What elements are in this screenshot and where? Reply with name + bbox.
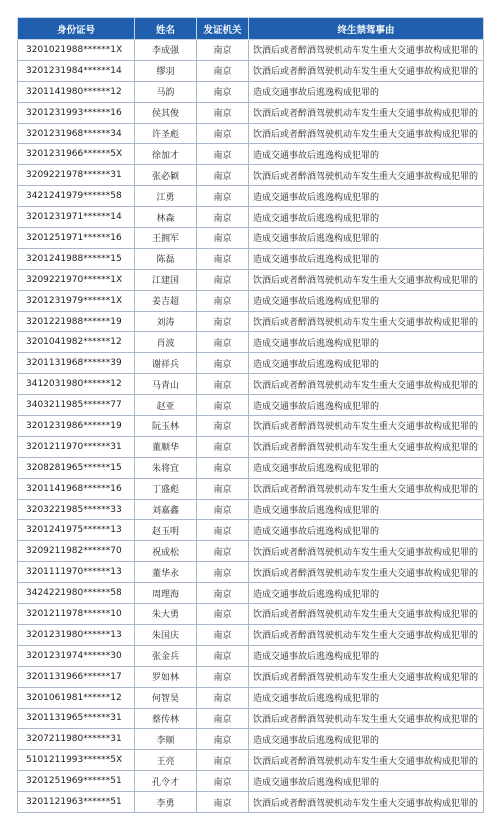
cell-ban-reason: 饮酒后或者醉酒驾驶机动车发生重大交通事故构成犯罪的 bbox=[249, 60, 484, 81]
cell-ban-reason: 饮酒后或者醉酒驾驶机动车发生重大交通事故构成犯罪的 bbox=[249, 792, 484, 813]
cell-issuing-authority: 南京 bbox=[197, 478, 249, 499]
table-row bbox=[18, 248, 484, 269]
cell-issuing-authority: 南京 bbox=[197, 40, 249, 61]
table-row bbox=[18, 332, 484, 353]
cell-issuing-authority: 南京 bbox=[197, 60, 249, 81]
cell-ban-reason: 饮酒后或者醉酒驾驶机动车发生重大交通事故构成犯罪的 bbox=[249, 708, 484, 729]
cell-name: 许圣彪 bbox=[135, 123, 197, 144]
cell-id-number: 3209211982******70 bbox=[18, 541, 135, 562]
cell-name: 祝成松 bbox=[135, 541, 197, 562]
cell-issuing-authority: 南京 bbox=[197, 499, 249, 520]
cell-name: 董华永 bbox=[135, 562, 197, 583]
cell-id-number: 3208281965******15 bbox=[18, 457, 135, 478]
cell-issuing-authority: 南京 bbox=[197, 332, 249, 353]
cell-name: 侯其俊 bbox=[135, 102, 197, 123]
cell-id-number: 3201241975******13 bbox=[18, 520, 135, 541]
cell-ban-reason: 饮酒后或者醉酒驾驶机动车发生重大交通事故构成犯罪的 bbox=[249, 750, 484, 771]
cell-issuing-authority: 南京 bbox=[197, 269, 249, 290]
cell-name: 刘涛 bbox=[135, 311, 197, 332]
table-row bbox=[18, 708, 484, 729]
cell-ban-reason: 饮酒后或者醉酒驾驶机动车发生重大交通事故构成犯罪的 bbox=[249, 165, 484, 186]
cell-issuing-authority: 南京 bbox=[197, 123, 249, 144]
table-row bbox=[18, 395, 484, 416]
cell-issuing-authority: 南京 bbox=[197, 708, 249, 729]
cell-name: 江建国 bbox=[135, 269, 197, 290]
table-row bbox=[18, 290, 484, 311]
cell-issuing-authority: 南京 bbox=[197, 520, 249, 541]
cell-issuing-authority: 南京 bbox=[197, 144, 249, 165]
cell-name: 谢祥兵 bbox=[135, 353, 197, 374]
cell-ban-reason: 造成交通事故后逃逸构成犯罪的 bbox=[249, 228, 484, 249]
cell-name: 李勇 bbox=[135, 792, 197, 813]
table-row bbox=[18, 499, 484, 520]
table-row bbox=[18, 60, 484, 81]
cell-id-number: 3201231984******14 bbox=[18, 60, 135, 81]
header-issuing-authority: 发证机关 bbox=[197, 18, 249, 40]
table-row bbox=[18, 311, 484, 332]
cell-id-number: 3201231974******30 bbox=[18, 645, 135, 666]
cell-ban-reason: 造成交通事故后逃逸构成犯罪的 bbox=[249, 186, 484, 207]
table-row bbox=[18, 666, 484, 687]
table-row bbox=[18, 144, 484, 165]
cell-id-number: 3201221988******19 bbox=[18, 311, 135, 332]
cell-issuing-authority: 南京 bbox=[197, 228, 249, 249]
cell-issuing-authority: 南京 bbox=[197, 165, 249, 186]
table-row bbox=[18, 374, 484, 395]
cell-issuing-authority: 南京 bbox=[197, 729, 249, 750]
cell-ban-reason: 饮酒后或者醉酒驾驶机动车发生重大交通事故构成犯罪的 bbox=[249, 436, 484, 457]
table-row bbox=[18, 457, 484, 478]
table-row bbox=[18, 269, 484, 290]
table-row bbox=[18, 478, 484, 499]
cell-ban-reason: 饮酒后或者醉酒驾驶机动车发生重大交通事故构成犯罪的 bbox=[249, 478, 484, 499]
cell-issuing-authority: 南京 bbox=[197, 395, 249, 416]
cell-ban-reason: 造成交通事故后逃逸构成犯罪的 bbox=[249, 687, 484, 708]
cell-name: 丁盛彪 bbox=[135, 478, 197, 499]
cell-id-number: 3203221985******33 bbox=[18, 499, 135, 520]
cell-id-number: 3201231979******1X bbox=[18, 290, 135, 311]
banned-drivers-table bbox=[17, 17, 484, 813]
cell-issuing-authority: 南京 bbox=[197, 687, 249, 708]
table-row bbox=[18, 792, 484, 813]
cell-id-number: 3201131965******31 bbox=[18, 708, 135, 729]
table-row bbox=[18, 40, 484, 61]
cell-issuing-authority: 南京 bbox=[197, 541, 249, 562]
cell-name: 赵玉明 bbox=[135, 520, 197, 541]
cell-ban-reason: 造成交通事故后逃逸构成犯罪的 bbox=[249, 144, 484, 165]
cell-id-number: 3201211970******31 bbox=[18, 436, 135, 457]
cell-id-number: 3201231966******5X bbox=[18, 144, 135, 165]
cell-ban-reason: 造成交通事故后逃逸构成犯罪的 bbox=[249, 520, 484, 541]
cell-issuing-authority: 南京 bbox=[197, 436, 249, 457]
table-row bbox=[18, 123, 484, 144]
table-row bbox=[18, 750, 484, 771]
cell-id-number: 3209221970******1X bbox=[18, 269, 135, 290]
table-row bbox=[18, 81, 484, 102]
cell-ban-reason: 造成交通事故后逃逸构成犯罪的 bbox=[249, 645, 484, 666]
cell-ban-reason: 造成交通事故后逃逸构成犯罪的 bbox=[249, 248, 484, 269]
cell-id-number: 3403211985******77 bbox=[18, 395, 135, 416]
cell-issuing-authority: 南京 bbox=[197, 416, 249, 437]
cell-id-number: 3201241988******15 bbox=[18, 248, 135, 269]
cell-id-number: 3424221980******58 bbox=[18, 583, 135, 604]
cell-issuing-authority: 南京 bbox=[197, 353, 249, 374]
cell-id-number: 3201251971******16 bbox=[18, 228, 135, 249]
cell-issuing-authority: 南京 bbox=[197, 604, 249, 625]
cell-name: 朱大勇 bbox=[135, 604, 197, 625]
cell-ban-reason: 饮酒后或者醉酒驾驶机动车发生重大交通事故构成犯罪的 bbox=[249, 102, 484, 123]
cell-issuing-authority: 南京 bbox=[197, 666, 249, 687]
header-name: 姓名 bbox=[135, 18, 197, 40]
table-row bbox=[18, 416, 484, 437]
cell-id-number: 3201231986******19 bbox=[18, 416, 135, 437]
cell-issuing-authority: 南京 bbox=[197, 374, 249, 395]
cell-ban-reason: 饮酒后或者醉酒驾驶机动车发生重大交通事故构成犯罪的 bbox=[249, 604, 484, 625]
cell-ban-reason: 饮酒后或者醉酒驾驶机动车发生重大交通事故构成犯罪的 bbox=[249, 269, 484, 290]
cell-issuing-authority: 南京 bbox=[197, 457, 249, 478]
cell-name: 阮玉林 bbox=[135, 416, 197, 437]
table-row bbox=[18, 228, 484, 249]
cell-name: 姜吉超 bbox=[135, 290, 197, 311]
cell-name: 罗如林 bbox=[135, 666, 197, 687]
cell-id-number: 3201021988******1X bbox=[18, 40, 135, 61]
cell-ban-reason: 造成交通事故后逃逸构成犯罪的 bbox=[249, 290, 484, 311]
table-row bbox=[18, 624, 484, 645]
cell-name: 王亮 bbox=[135, 750, 197, 771]
cell-id-number: 3201111970******13 bbox=[18, 562, 135, 583]
cell-name: 刘嘉鑫 bbox=[135, 499, 197, 520]
cell-ban-reason: 饮酒后或者醉酒驾驶机动车发生重大交通事故构成犯罪的 bbox=[249, 541, 484, 562]
cell-name: 徐加才 bbox=[135, 144, 197, 165]
cell-id-number: 3421241979******58 bbox=[18, 186, 135, 207]
table-header bbox=[18, 18, 484, 40]
cell-ban-reason: 造成交通事故后逃逸构成犯罪的 bbox=[249, 353, 484, 374]
cell-name: 缪羽 bbox=[135, 60, 197, 81]
cell-ban-reason: 饮酒后或者醉酒驾驶机动车发生重大交通事故构成犯罪的 bbox=[249, 311, 484, 332]
cell-id-number: 3201061981******12 bbox=[18, 687, 135, 708]
cell-id-number: 3201141968******16 bbox=[18, 478, 135, 499]
table-row bbox=[18, 687, 484, 708]
header-ban-reason: 终生禁驾事由 bbox=[249, 18, 484, 40]
cell-id-number: 3201231980******13 bbox=[18, 624, 135, 645]
cell-ban-reason: 造成交通事故后逃逸构成犯罪的 bbox=[249, 457, 484, 478]
cell-ban-reason: 造成交通事故后逃逸构成犯罪的 bbox=[249, 81, 484, 102]
cell-issuing-authority: 南京 bbox=[197, 207, 249, 228]
cell-name: 李成强 bbox=[135, 40, 197, 61]
cell-issuing-authority: 南京 bbox=[197, 771, 249, 792]
cell-issuing-authority: 南京 bbox=[197, 583, 249, 604]
cell-id-number: 3201121963******51 bbox=[18, 792, 135, 813]
cell-ban-reason: 饮酒后或者醉酒驾驶机动车发生重大交通事故构成犯罪的 bbox=[249, 374, 484, 395]
cell-issuing-authority: 南京 bbox=[197, 624, 249, 645]
table-row bbox=[18, 541, 484, 562]
table-row bbox=[18, 186, 484, 207]
cell-issuing-authority: 南京 bbox=[197, 750, 249, 771]
cell-name: 蔡传林 bbox=[135, 708, 197, 729]
header-row bbox=[18, 18, 484, 40]
cell-id-number: 3201231993******16 bbox=[18, 102, 135, 123]
table-row bbox=[18, 562, 484, 583]
table-body bbox=[18, 40, 484, 813]
cell-ban-reason: 饮酒后或者醉酒驾驶机动车发生重大交通事故构成犯罪的 bbox=[249, 666, 484, 687]
cell-name: 何智昊 bbox=[135, 687, 197, 708]
cell-issuing-authority: 南京 bbox=[197, 311, 249, 332]
cell-name: 李顺 bbox=[135, 729, 197, 750]
cell-id-number: 3201141980******12 bbox=[18, 81, 135, 102]
cell-name: 张必颖 bbox=[135, 165, 197, 186]
cell-name: 江勇 bbox=[135, 186, 197, 207]
cell-id-number: 3201041982******12 bbox=[18, 332, 135, 353]
cell-id-number: 3201211978******10 bbox=[18, 604, 135, 625]
cell-ban-reason: 造成交通事故后逃逸构成犯罪的 bbox=[249, 395, 484, 416]
cell-ban-reason: 造成交通事故后逃逸构成犯罪的 bbox=[249, 207, 484, 228]
cell-name: 马青山 bbox=[135, 374, 197, 395]
table-row bbox=[18, 207, 484, 228]
cell-ban-reason: 造成交通事故后逃逸构成犯罪的 bbox=[249, 332, 484, 353]
cell-issuing-authority: 南京 bbox=[197, 248, 249, 269]
cell-ban-reason: 饮酒后或者醉酒驾驶机动车发生重大交通事故构成犯罪的 bbox=[249, 416, 484, 437]
cell-id-number: 3201231971******14 bbox=[18, 207, 135, 228]
cell-name: 董顺华 bbox=[135, 436, 197, 457]
cell-name: 马韵 bbox=[135, 81, 197, 102]
cell-ban-reason: 造成交通事故后逃逸构成犯罪的 bbox=[249, 583, 484, 604]
cell-id-number: 3201131966******17 bbox=[18, 666, 135, 687]
cell-issuing-authority: 南京 bbox=[197, 81, 249, 102]
cell-id-number: 3412031980******12 bbox=[18, 374, 135, 395]
cell-issuing-authority: 南京 bbox=[197, 290, 249, 311]
cell-name: 林森 bbox=[135, 207, 197, 228]
table-row bbox=[18, 604, 484, 625]
table-row bbox=[18, 353, 484, 374]
cell-id-number: 3209221978******31 bbox=[18, 165, 135, 186]
cell-name: 张金兵 bbox=[135, 645, 197, 666]
banned-drivers-table-container bbox=[17, 17, 483, 813]
table-row bbox=[18, 520, 484, 541]
cell-ban-reason: 饮酒后或者醉酒驾驶机动车发生重大交通事故构成犯罪的 bbox=[249, 40, 484, 61]
cell-issuing-authority: 南京 bbox=[197, 792, 249, 813]
cell-ban-reason: 饮酒后或者醉酒驾驶机动车发生重大交通事故构成犯罪的 bbox=[249, 562, 484, 583]
cell-name: 陈磊 bbox=[135, 248, 197, 269]
cell-id-number: 3201251969******51 bbox=[18, 771, 135, 792]
cell-ban-reason: 饮酒后或者醉酒驾驶机动车发生重大交通事故构成犯罪的 bbox=[249, 123, 484, 144]
cell-id-number: 3201231968******34 bbox=[18, 123, 135, 144]
table-row bbox=[18, 436, 484, 457]
cell-name: 肖波 bbox=[135, 332, 197, 353]
cell-ban-reason: 造成交通事故后逃逸构成犯罪的 bbox=[249, 771, 484, 792]
cell-issuing-authority: 南京 bbox=[197, 102, 249, 123]
cell-id-number: 3207211980******31 bbox=[18, 729, 135, 750]
table-row bbox=[18, 771, 484, 792]
table-row bbox=[18, 165, 484, 186]
cell-issuing-authority: 南京 bbox=[197, 186, 249, 207]
cell-ban-reason: 造成交通事故后逃逸构成犯罪的 bbox=[249, 729, 484, 750]
table-row bbox=[18, 645, 484, 666]
cell-ban-reason: 造成交通事故后逃逸构成犯罪的 bbox=[249, 499, 484, 520]
cell-id-number: 3201131968******39 bbox=[18, 353, 135, 374]
cell-name: 周理海 bbox=[135, 583, 197, 604]
table-row bbox=[18, 102, 484, 123]
cell-name: 朱将宜 bbox=[135, 457, 197, 478]
cell-name: 赵亚 bbox=[135, 395, 197, 416]
table-row bbox=[18, 729, 484, 750]
table-row bbox=[18, 583, 484, 604]
header-id-number: 身份证号 bbox=[18, 18, 135, 40]
cell-issuing-authority: 南京 bbox=[197, 645, 249, 666]
cell-ban-reason: 饮酒后或者醉酒驾驶机动车发生重大交通事故构成犯罪的 bbox=[249, 624, 484, 645]
cell-name: 朱国庆 bbox=[135, 624, 197, 645]
cell-name: 孔令才 bbox=[135, 771, 197, 792]
cell-name: 王拥军 bbox=[135, 228, 197, 249]
cell-id-number: 5101211993******5X bbox=[18, 750, 135, 771]
cell-issuing-authority: 南京 bbox=[197, 562, 249, 583]
